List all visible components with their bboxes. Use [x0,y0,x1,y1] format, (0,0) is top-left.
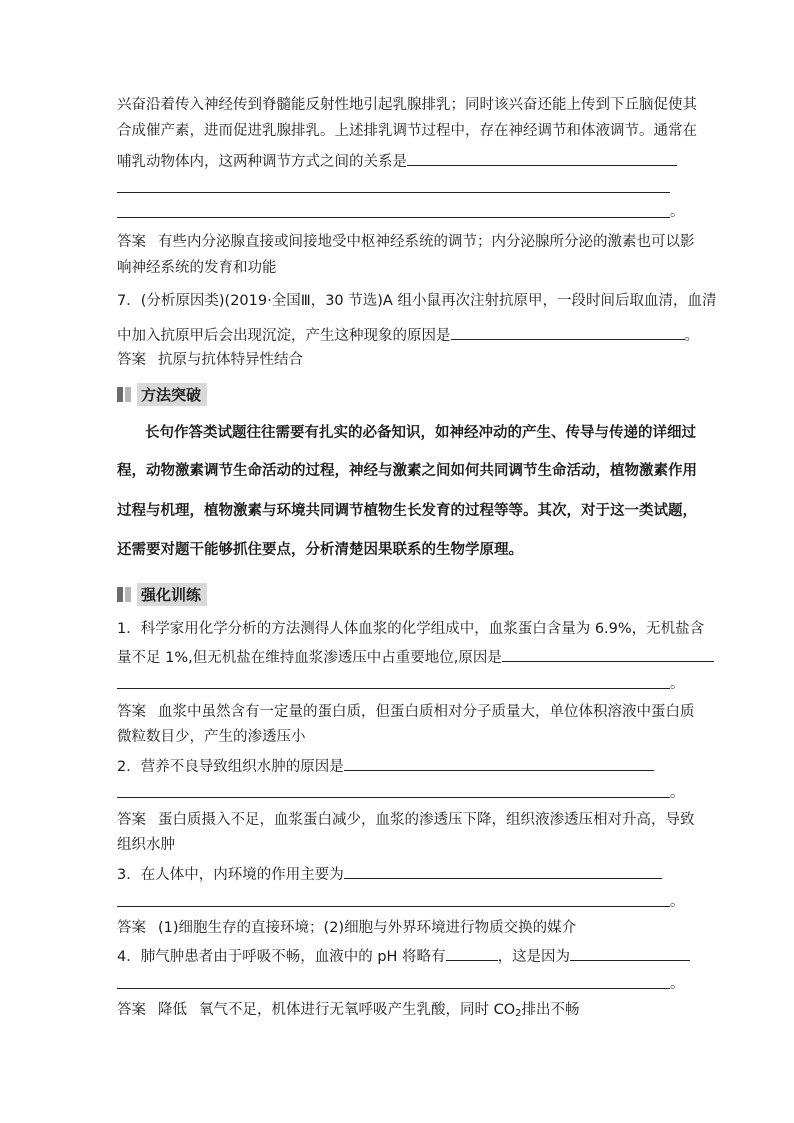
answer-label: 答案 [117,352,146,368]
answer-label: 答案 [117,920,146,936]
method-paragraph-line-4: 还需要对题干能够抓住要点，分析清楚因果联系的生物学原理。 [117,542,523,558]
answer-blank[interactable] [570,945,690,961]
answer-text-b: 氧气不足，机体进行无氧呼吸产生乳酸，同时 CO [199,1002,516,1018]
answer-blank[interactable] [117,906,670,907]
intro-line-2: 合成催产素，进而促进乳腺排乳。上述排乳调节过程中，存在神经调节和体液调节。通常在 [117,123,697,139]
section-title: 方法突破 [137,383,207,406]
period: 。 [670,894,685,910]
answer-blank[interactable] [451,324,685,340]
answer-blank[interactable] [344,863,662,879]
answer-3 [117,918,674,938]
question-7-line-1: 7．(分析原因类)(2019·全国Ⅲ，30 节选)A 组小鼠再次注射抗原甲，一段时间后取血清，血清 [117,293,717,309]
answer-label: 答案 [117,704,146,720]
question-4-line-1 [117,945,674,967]
question-7-text: 中加入抗原甲后会出现沉淀，产生这种现象的原因是 [117,328,451,344]
answer-blank[interactable] [344,755,654,771]
answer-7 [117,350,674,370]
question-1-line-2 [117,646,674,668]
answer-blank[interactable] [117,217,670,218]
method-paragraph-line-2: 程，动物激素调节生命活动的过程，神经与激素之间如何共同调节生命活动，植物激素作用 [117,463,697,479]
method-paragraph-line-1: 长句作答类试题往往需要有扎实的必备知识，如神经冲动的产生、传导与传递的详细过 [145,425,696,441]
answer-text-c: 排出不畅 [521,1002,580,1018]
method-paragraph-line-3: 过程与机理，植物激素与环境共同调节植物生长发育的过程等等。其次，对于这一类试题， [117,503,697,519]
answer-blank[interactable] [502,646,714,662]
answer-blank[interactable] [407,150,677,166]
answer-text-a: 降低 [158,1002,187,1018]
answer-text: 抗原与抗体特异性结合 [158,352,303,368]
section-title: 强化训练 [137,583,207,606]
question-3-text: 3．在人体中，内环境的作用主要为 [117,867,344,883]
answer-blank[interactable] [117,797,670,798]
answer-text: 血浆中虽然含有一定量的蛋白质，但蛋白质相对分子质量大，单位体积溶液中蛋白质 [158,704,695,720]
question-4-text-a: 4．肺气肿患者由于呼吸不畅，血液中的 pH 将略有 [117,949,446,965]
section-header-method [117,383,207,405]
answer-text: (1)细胞生存的直接环境；(2)细胞与外界环境进行物质交换的媒介 [158,920,577,936]
section-bar-icon [117,587,123,602]
intro-line-3 [117,150,674,172]
period: 。 [670,785,685,801]
answer-text: 有些内分泌腺直接或间接地受中枢神经系统的调节；内分泌腺所分泌的激素也可以影 [158,234,695,250]
answer-label: 答案 [117,1002,146,1018]
question-1-line-1: 1．科学家用化学分析的方法测得人体血浆的化学组成中，血浆蛋白含量为 6.9%，无机盐含 [117,621,705,637]
answer-blank[interactable] [117,192,670,193]
question-1-text: 量不足 1%,但无机盐在维持血浆渗透压中占重要地位,原因是 [117,650,502,666]
answer-label: 答案 [117,234,146,250]
answer-2-line-1 [117,810,695,830]
answer-label: 答案 [117,812,146,828]
section-bar-icon [125,387,131,402]
question-7-line-2 [117,324,699,346]
question-2-text: 2．营养不良导致组织水肿的原因是 [117,759,344,775]
answer-1-line-1 [117,702,695,722]
answer-blank[interactable] [446,945,498,961]
section-bar-icon [117,387,123,402]
answer-1-line-2: 微粒数目少，产生的渗透压小 [117,729,306,745]
question-4-text-b: ，这是因为 [497,949,571,965]
period: 。 [670,976,685,992]
period: 。 [684,328,699,344]
answer-text: 蛋白质摄入不足，血浆蛋白减少，血浆的渗透压下降，组织液渗透压相对升高，导致 [158,812,695,828]
intro-line-3-text: 哺乳动物体内，这两种调节方式之间的关系是 [117,154,407,170]
answer-6-line-2: 响神经系统的发育和功能 [117,260,277,276]
answer-4 [117,1000,674,1024]
question-3-line-1 [117,863,674,885]
answer-blank[interactable] [117,688,670,689]
subscript: 2 [515,1008,522,1019]
section-header-training [117,583,207,605]
answer-6-line-1 [117,232,695,252]
period: 。 [670,204,685,220]
intro-line-1: 兴奋沿着传入神经传到脊髓能反射性地引起乳腺排乳；同时该兴奋还能上传到下丘脑促使其 [117,97,697,113]
period: 。 [670,676,685,692]
answer-2-line-2: 组织水肿 [117,837,175,853]
answer-blank[interactable] [117,988,670,989]
question-2-line-1 [117,755,674,777]
section-bar-icon [125,587,131,602]
